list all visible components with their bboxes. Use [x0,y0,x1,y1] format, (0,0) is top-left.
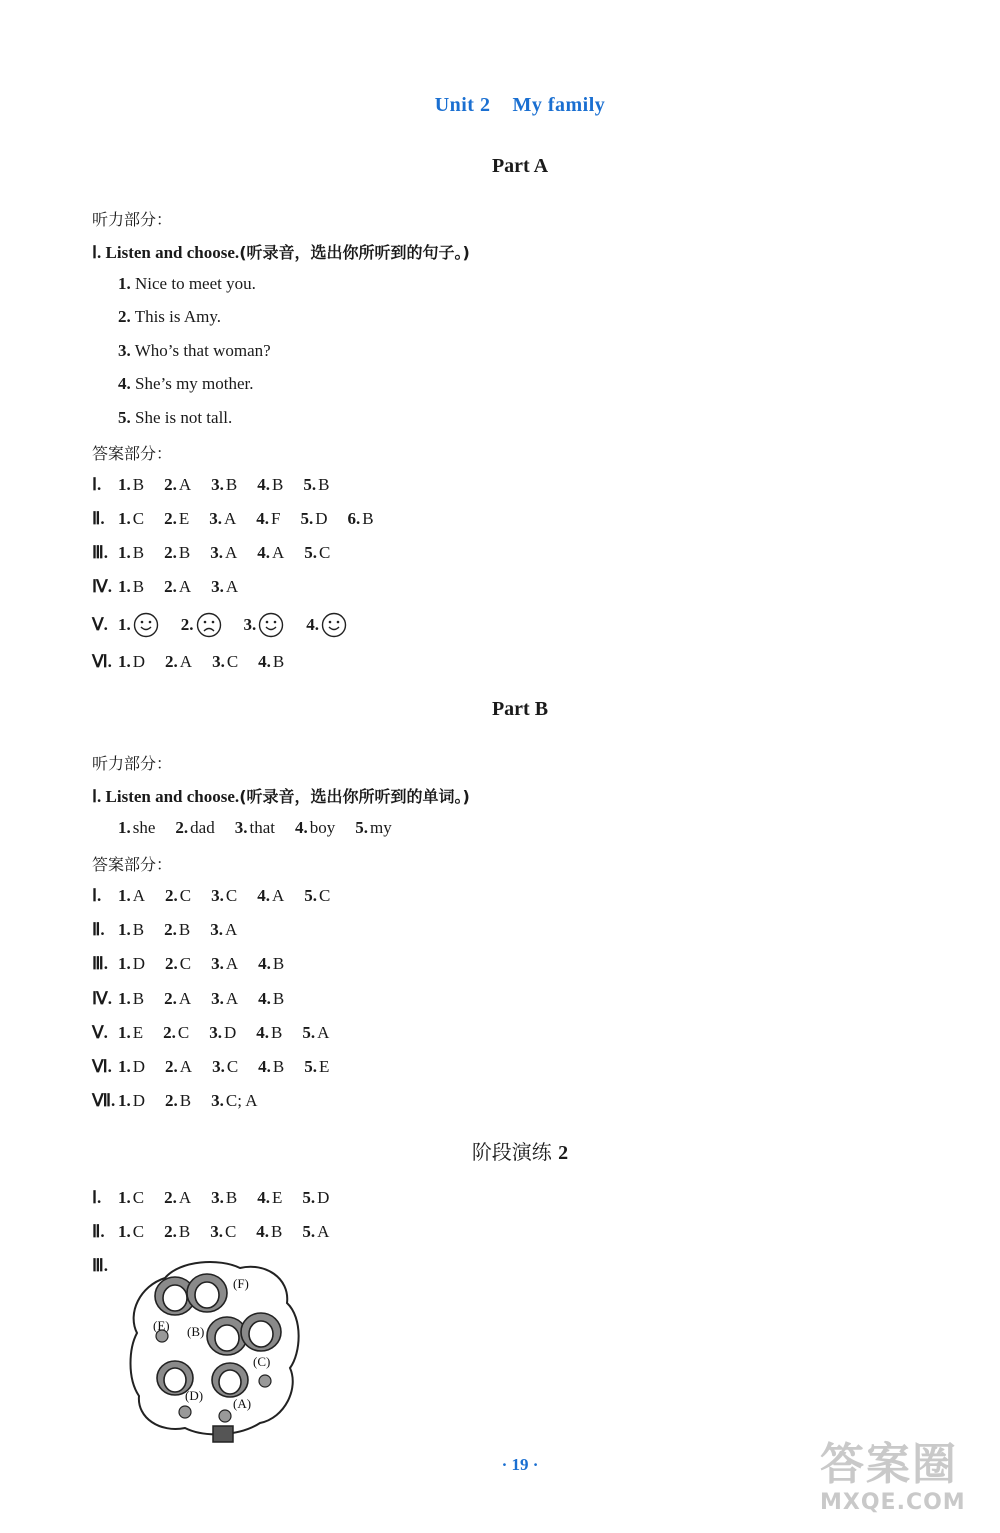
item-number: 1. [118,988,131,1008]
face-answer-item [244,612,285,638]
item-number: 6. [347,509,361,528]
answer-item [210,543,237,563]
item-value: E [132,1022,144,1042]
answer-item [256,1222,282,1242]
sentence-number: 3. [118,340,131,360]
answer-item [211,886,237,906]
answer-item [118,1091,145,1111]
item-value: that [249,818,275,837]
item-value: B [179,1091,192,1111]
item-value: D [132,1091,146,1111]
item-value: B [132,988,145,1008]
item-number: 1. [118,954,131,974]
item-value: boy [309,818,336,837]
item-value: B [271,1022,283,1042]
unit-title [0,94,1000,117]
answer-item [164,509,189,529]
answer-item [256,509,280,529]
answer-item [211,989,238,1009]
sentence-text: She is not tall. [135,407,233,427]
item-number: 3. [211,577,224,596]
item-number: 1. [118,1022,131,1042]
item-value: C [179,886,192,905]
answer-row [92,886,350,906]
sentence-text: She’s my mother. [135,374,254,394]
item-value: C; A [225,1091,258,1111]
item-number: 3. [211,1091,224,1111]
answer-item [355,818,391,838]
item-number: 1. [118,1091,131,1111]
sentence-text: This is Amy. [134,307,221,327]
roman-numeral: Ⅳ. [92,577,112,596]
item-number: 2. [165,652,178,671]
item-number: 2. [165,886,178,905]
item-number: 5. [355,818,368,837]
item-number: 4. [256,1222,270,1241]
item-number: 3. [211,1188,224,1207]
tree-label-d: (D) [185,1388,204,1403]
item-number: 5. [303,475,317,494]
item-number: 1. [118,818,131,837]
item-value: C [132,1222,145,1241]
family-tree-illustration [125,1258,305,1448]
answer-item [164,1222,190,1242]
item-value: B [178,1222,191,1241]
item-value: A [179,1057,193,1076]
item-value: E [319,1057,330,1076]
item-number: 1. [118,577,131,596]
stage-title-num: 2 [558,1142,569,1164]
answer-item [210,1222,236,1242]
sentence-text: Nice to meet you. [135,274,256,293]
roman-numeral: Ⅲ. [92,954,108,974]
sentence-number: 5. [118,407,131,427]
item-number: 5. [302,1022,316,1042]
answer-row [92,1222,349,1242]
item-number: 4. [258,954,271,974]
item-number: 2. [164,475,177,494]
item-value: F [271,509,281,528]
roman-numeral: Ⅲ. [92,1256,108,1275]
item-number: 3. [211,988,224,1008]
answer-item [118,989,144,1009]
roman-numeral: Ⅱ. [92,1222,105,1241]
answer-row [92,920,257,940]
answer-item [211,577,238,597]
item-number: 1. [118,475,131,494]
item-value: C [224,1222,237,1241]
watermark-logo [820,1440,995,1530]
item-number: 3. [234,818,248,837]
item-value: A [271,886,285,905]
answer-item [300,509,327,529]
stage-title-cn: 阶段演练 [471,1140,552,1164]
item-value: B [272,988,285,1008]
item-number: 3. [243,615,257,634]
item-number: 1. [118,615,131,634]
answer-item [211,1091,257,1111]
item-number: 4. [257,886,270,905]
item-number: 3. [211,475,224,494]
answer-item [118,954,145,974]
roman-numeral: Ⅶ. [92,1091,116,1111]
answer-item [348,509,374,529]
item-value: A [225,954,239,974]
tree-label-c: (C) [253,1354,271,1369]
answer-item [304,543,330,563]
answer-item [165,652,192,672]
answer-item [295,818,335,838]
item-number: 2. [165,954,178,974]
answer-row [92,1188,349,1208]
item-number: 5. [304,543,317,562]
item-number: 4. [258,988,271,1008]
answer-item [118,818,155,838]
part-b-title: Part B [491,698,549,720]
instruction-en: Ⅰ. Listen and choose. [92,243,240,262]
roman-numeral: Ⅵ. [92,652,112,671]
item-value: C [132,509,145,528]
item-value: B [178,543,191,562]
tree-label-f: (F) [233,1276,249,1291]
item-number: 3. [210,1222,223,1241]
item-value: B [272,954,285,974]
answer-item [165,1091,191,1111]
item-value: A [179,652,193,671]
item-number: 4. [294,818,308,837]
item-value: B [271,475,284,494]
item-value: A [178,1188,192,1207]
stage-tree-row [92,1256,118,1276]
item-number: 3. [212,1057,225,1076]
roman-numeral: Ⅱ. [92,920,105,940]
item-value: B [132,475,145,494]
part-a-listening-label: 听力部分： [92,210,173,229]
answer-item [118,1222,144,1242]
sentence-item [118,341,271,361]
answer-item [209,509,236,529]
item-value: A [178,988,192,1008]
item-number: 4. [257,543,270,562]
answer-item [164,1188,191,1208]
face-answer-item [181,612,222,638]
answer-item [118,1023,143,1043]
sentence-item [118,408,232,428]
answer-row [92,1091,278,1111]
item-value: E [271,1188,283,1207]
roman-numeral: Ⅳ. [92,988,112,1008]
roman-numeral: Ⅵ. [92,1057,112,1076]
item-number: 2. [165,1091,178,1111]
item-value: D [315,509,328,528]
roman-numeral: Ⅴ. [92,1022,108,1042]
item-value: A [317,1022,330,1042]
answer-item [258,652,284,672]
sentence-item [118,307,221,327]
item-value: A [178,577,192,596]
instruction-cn: (听录音，选出你所听到的句子。) [239,243,470,262]
part-a-instruction [92,240,470,263]
item-value: D [132,652,146,671]
item-value: C [177,1022,190,1042]
item-value: B [132,577,145,596]
tree-trunk [213,1426,233,1442]
item-value: B [272,652,285,671]
item-value: dad [190,818,215,837]
item-number: 3. [210,920,223,940]
item-number: 4. [257,1188,270,1207]
answer-item [210,920,237,940]
item-value: B [362,509,374,528]
item-value: B [132,920,145,940]
answer-row [92,543,350,563]
sentence-number: 4. [118,374,131,394]
item-number: 2. [180,615,194,634]
answer-item [163,1023,189,1043]
item-value: D [223,1022,237,1042]
answer-row [92,509,394,529]
item-value: A [225,577,239,596]
answer-row [92,475,349,495]
part-b-words [118,818,412,838]
item-value: D [132,954,146,974]
item-number: 4. [258,652,271,671]
smiley-face-icon [321,612,347,638]
roman-numeral: Ⅰ. [92,1188,102,1207]
item-number: 1. [118,1057,131,1076]
item-number: 4. [257,475,270,494]
item-value: B [318,475,330,494]
answer-row [92,989,304,1009]
answer-item [256,1023,282,1043]
item-number: 1. [118,1188,131,1207]
item-value: C [226,652,239,671]
unit-number: Unit 2 [434,94,491,116]
answer-item [258,989,284,1009]
item-value: B [272,1057,285,1076]
instruction-en: Ⅰ. Listen and choose. [92,787,240,806]
answer-item [303,475,329,495]
item-number: 1. [118,920,131,940]
item-value: C [179,954,192,974]
item-value: C [319,886,331,905]
answer-item [257,475,283,495]
item-value: A [132,886,146,905]
answer-item [211,475,237,495]
answer-row [92,1057,349,1077]
tree-label-a: (A) [233,1396,252,1411]
item-number: 3. [209,509,222,528]
answer-item [212,652,238,672]
sentence-number: 1. [118,274,131,293]
item-value: A [178,475,192,494]
item-number: 2. [175,818,189,837]
face-answer-item [306,612,347,638]
item-number: 5. [300,509,314,528]
item-value: B [271,1222,283,1241]
item-value: C [132,1188,145,1207]
answer-item [164,920,190,940]
item-number: 2. [164,1222,177,1241]
watermark-url: MXQE.COM [820,1490,966,1515]
item-value: C [225,886,238,905]
answer-item [118,509,144,529]
answer-item [258,954,284,974]
item-number: 1. [118,509,131,528]
answer-item [211,954,238,974]
item-number: 4. [256,509,270,528]
item-value: A [225,988,239,1008]
item-value: A [223,509,237,528]
item-number: 2. [165,1057,178,1076]
sentence-item [118,374,254,394]
answer-item [165,1057,192,1077]
item-value: B [132,543,145,562]
item-value: my [369,818,392,837]
sentence-number: 2. [118,307,131,327]
answer-item [118,886,145,906]
unit-name: My family [512,94,606,116]
answer-item [164,543,190,563]
answer-item [212,1057,238,1077]
answer-item [164,475,191,495]
answer-item [302,1023,329,1043]
item-number: 4. [256,1022,270,1042]
tree-label-e: (E) [153,1318,170,1333]
answer-item [164,577,191,597]
sad-face-icon [196,612,222,638]
answer-item [118,920,144,940]
item-value: D [317,1188,330,1207]
part-b-answer-label: 答案部分： [92,855,173,874]
answer-row [92,1023,349,1043]
roman-numeral: Ⅴ. [92,615,108,634]
item-value: A [317,1222,330,1241]
item-number: 2. [164,988,177,1008]
item-number: 5. [304,886,317,905]
part-a-faces-row [92,612,369,638]
item-number: 1. [118,886,131,905]
item-number: 3. [209,1022,222,1042]
answer-row [92,954,304,974]
item-value: B [178,920,191,940]
answer-item [175,818,214,838]
answer-item [165,886,191,906]
roman-numeral: Ⅱ. [92,509,105,528]
answer-item [118,1057,145,1077]
item-value: B [225,475,238,494]
answer-item [302,1188,329,1208]
item-number: 2. [163,1022,176,1042]
item-value: A [271,543,285,562]
roman-numeral: Ⅰ. [92,886,102,905]
part-a-answer-label: 答案部分： [92,444,173,463]
watermark-text: 答案圈 [820,1439,958,1490]
item-number: 2. [164,509,177,528]
answer-item [165,954,191,974]
item-value: A [224,543,238,562]
answer-item [118,475,144,495]
answer-item [304,886,330,906]
item-number: 2. [164,577,177,596]
answer-row [92,652,304,672]
answer-item [257,1188,282,1208]
item-number: 5. [302,1188,316,1207]
answer-item [211,1188,237,1208]
answer-item [209,1023,236,1043]
stage-title [0,1136,1000,1165]
item-value: E [178,509,190,528]
item-number: 2. [164,543,177,562]
answer-item [164,989,191,1009]
item-number: 2. [164,1188,177,1207]
roman-numeral: Ⅲ. [92,543,108,562]
item-number: 5. [302,1222,316,1241]
item-number: 1. [118,652,131,671]
item-value: A [224,920,238,940]
item-value: C [319,543,331,562]
item-number: 5. [304,1057,317,1076]
item-number: 3. [211,886,224,905]
answer-item [257,886,284,906]
item-value: B [225,1188,238,1207]
answer-row [92,577,258,597]
item-number: 1. [118,1222,131,1241]
answer-item [118,1188,144,1208]
instruction-cn: (听录音，选出你所听到的单词。) [239,787,470,806]
part-b-instruction [92,784,470,807]
answer-item [118,577,144,597]
answer-item [304,1057,329,1077]
item-value: D [132,1057,146,1076]
sentence-text: Who’s that woman? [134,340,271,360]
item-value: she [132,818,156,837]
roman-numeral: Ⅰ. [92,475,102,494]
answer-item [257,543,284,563]
item-number: 4. [306,615,319,634]
answer-item [118,652,145,672]
face-answer-item [118,612,159,638]
item-number: 3. [210,543,223,562]
answer-item [258,1057,284,1077]
tree-label-b: (B) [187,1324,205,1339]
page-number: · 19 · [501,1455,539,1474]
item-number: 4. [258,1057,271,1076]
item-number: 2. [164,920,177,940]
item-number: 1. [118,543,131,562]
part-b-listening-label: 听力部分： [92,754,173,773]
part-a-title: Part A [491,155,549,177]
smiley-face-icon [133,612,159,638]
item-value: C [226,1057,239,1076]
sentence-item [118,274,256,294]
smiley-face-icon [258,612,284,638]
item-number: 3. [212,652,225,671]
answer-item [235,818,275,838]
answer-item [118,543,144,563]
item-number: 3. [211,954,224,974]
answer-item [302,1222,329,1242]
